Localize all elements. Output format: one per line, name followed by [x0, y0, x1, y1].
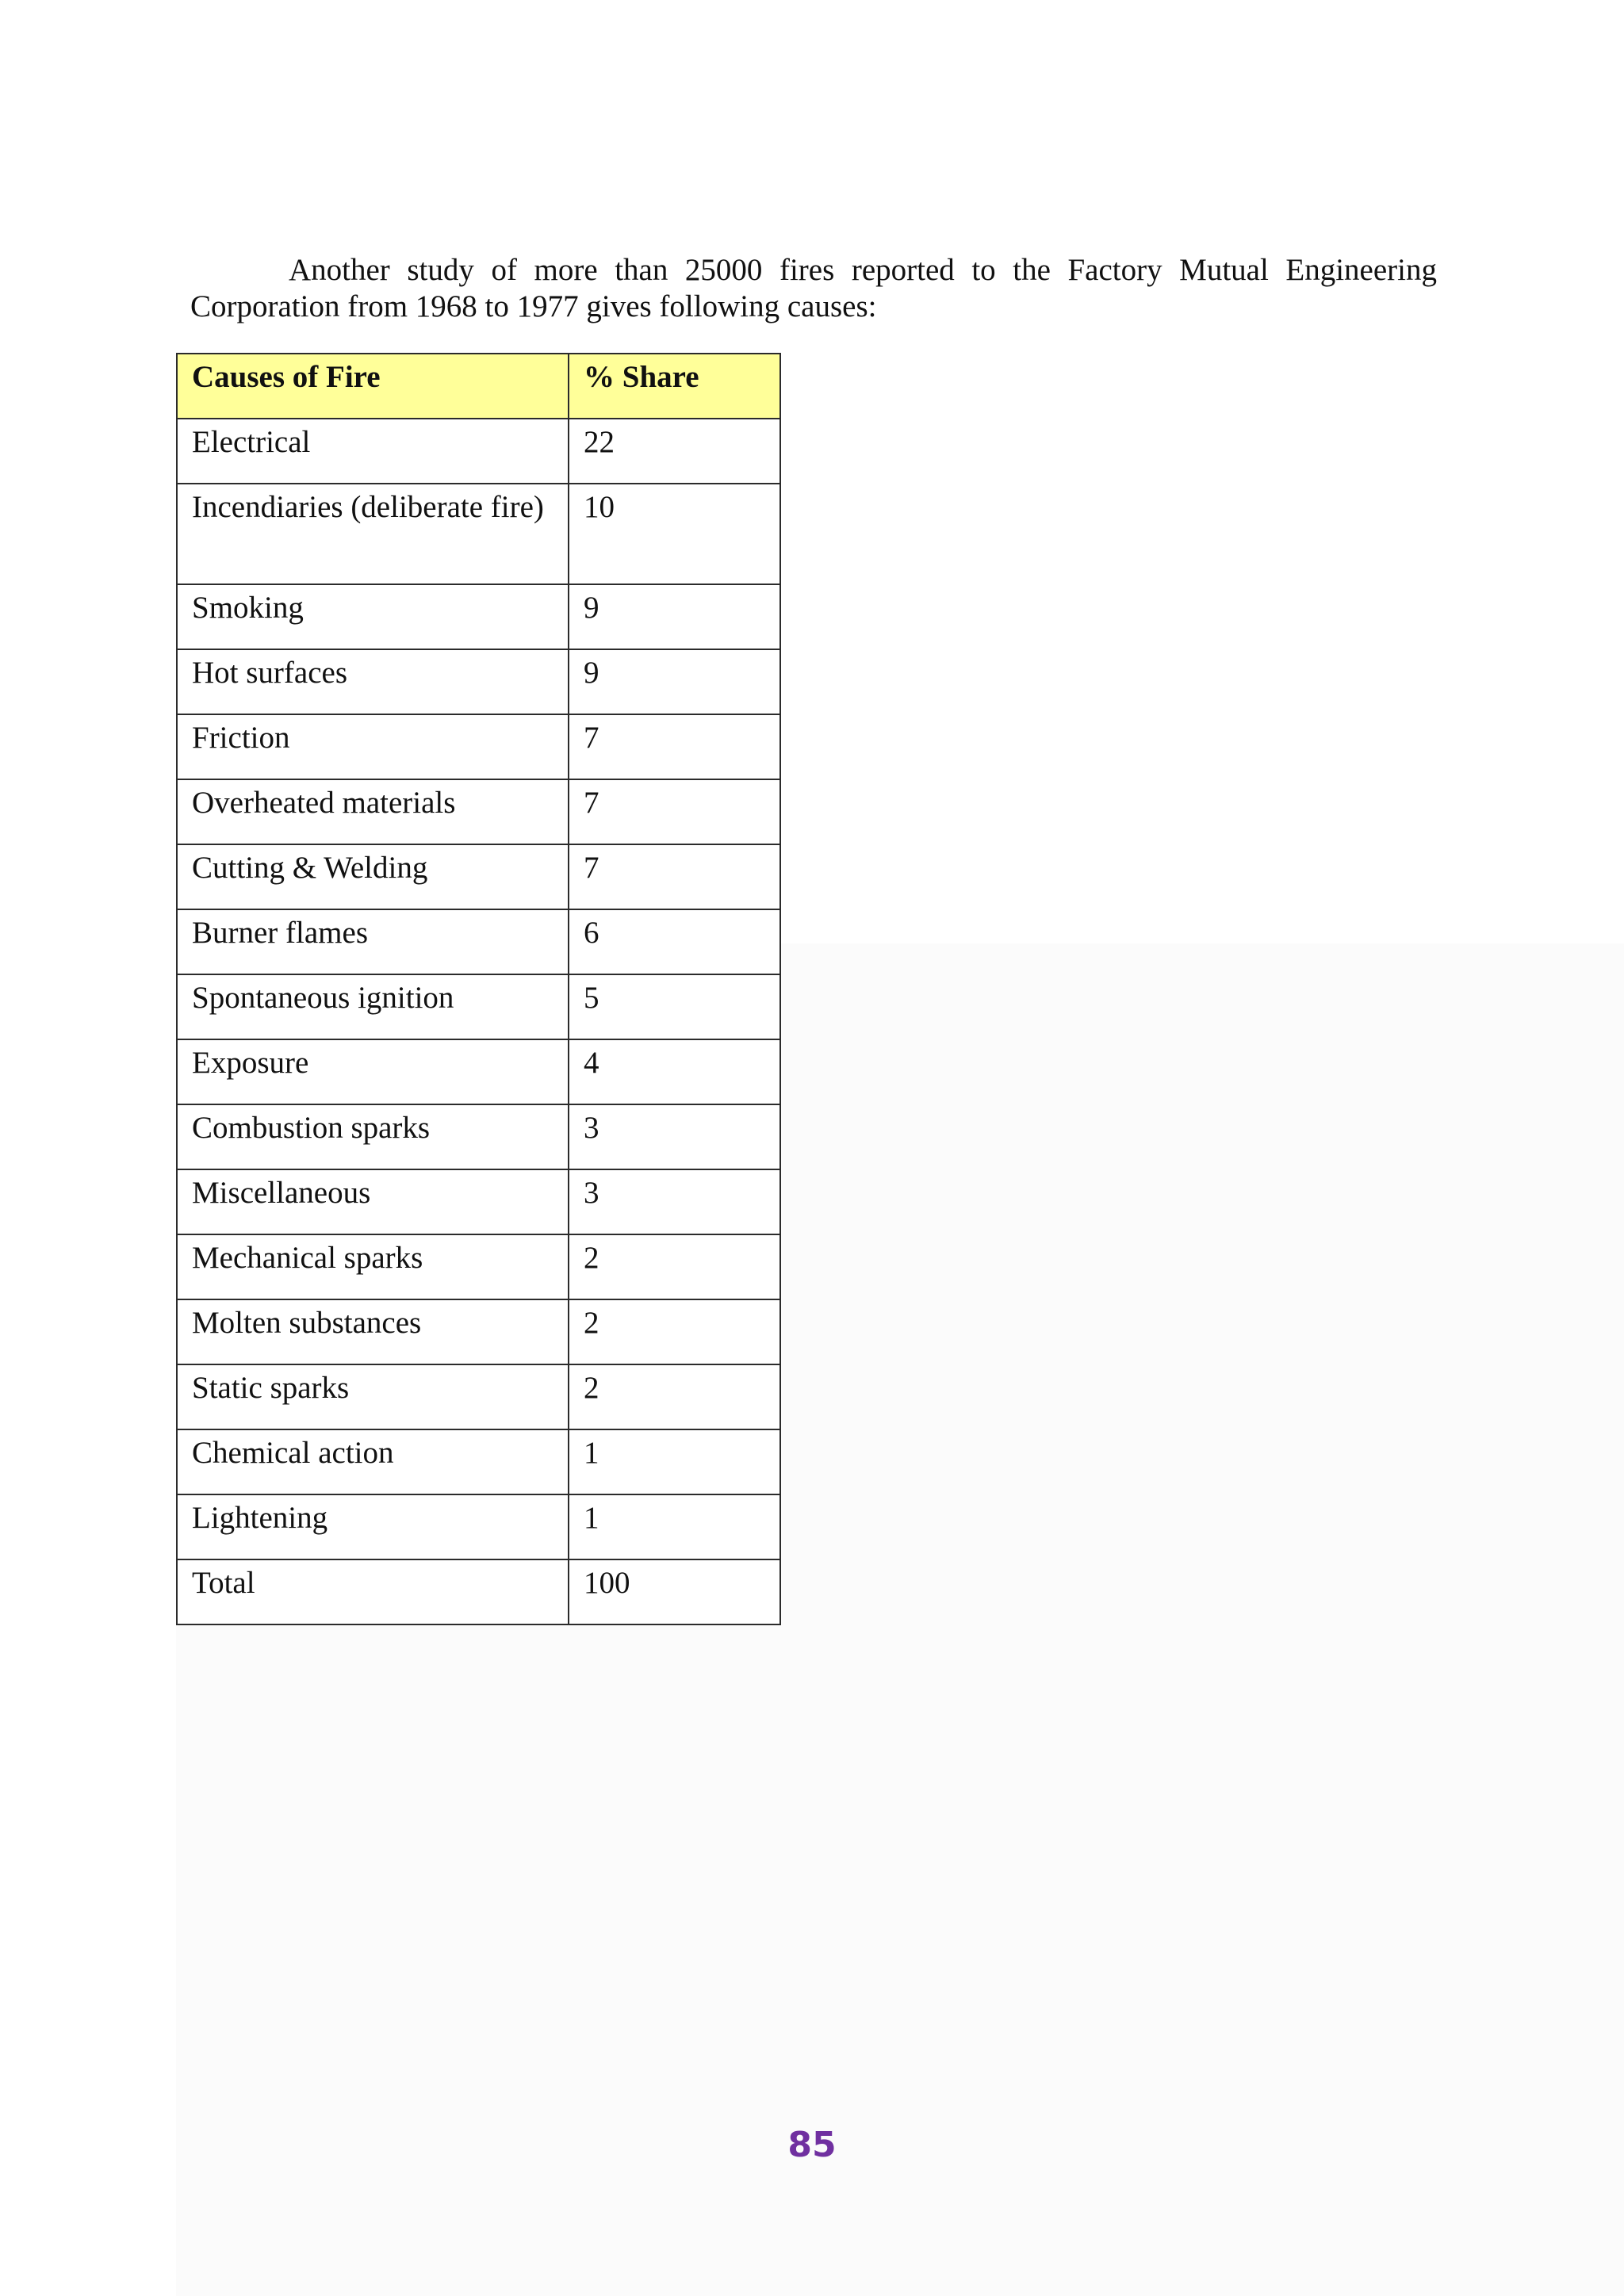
share-cell: 1 [569, 1494, 780, 1559]
table-row [177, 1429, 780, 1494]
share-cell: 10 [569, 484, 780, 584]
share-cell: 7 [569, 779, 780, 844]
share-cell: 6 [569, 909, 780, 974]
table-row [177, 974, 780, 1039]
table-row-total [177, 1559, 780, 1624]
page-number: 85 [787, 2125, 837, 2165]
table-header-row [177, 354, 780, 419]
cause-cell: Incendiaries (deliberate fire) [177, 484, 569, 584]
share-cell: 9 [569, 584, 780, 649]
cause-cell: Friction [177, 714, 569, 779]
cause-cell: Static sparks [177, 1364, 569, 1429]
share-cell: 2 [569, 1299, 780, 1364]
header-percent-share: % Share [569, 354, 780, 419]
intro-paragraph: Another study of more than 25000 fires reported to the Factory Mutual Engineering Corporation from 1968 to 1977 gives following causes: [190, 253, 1437, 323]
table-row [177, 1169, 780, 1234]
table-row [177, 1039, 780, 1104]
table-row [177, 1494, 780, 1559]
total-value-cell: 100 [569, 1559, 780, 1624]
table-row [177, 909, 780, 974]
cause-cell: Exposure [177, 1039, 569, 1104]
share-cell: 2 [569, 1364, 780, 1429]
share-cell: 7 [569, 714, 780, 779]
share-cell: 3 [569, 1169, 780, 1234]
cause-cell: Cutting & Welding [177, 844, 569, 909]
share-cell: 7 [569, 844, 780, 909]
share-cell: 9 [569, 649, 780, 714]
share-cell: 3 [569, 1104, 780, 1169]
table-row [177, 649, 780, 714]
table-row [177, 844, 780, 909]
cause-cell: Combustion sparks [177, 1104, 569, 1169]
total-label-cell: Total [177, 1559, 569, 1624]
share-cell: 1 [569, 1429, 780, 1494]
table-row [177, 1364, 780, 1429]
table-row [177, 1299, 780, 1364]
table-row [177, 714, 780, 779]
cause-cell: Hot surfaces [177, 649, 569, 714]
cause-cell: Lightening [177, 1494, 569, 1559]
share-cell: 2 [569, 1234, 780, 1299]
table-row [177, 584, 780, 649]
table-row [177, 419, 780, 484]
cause-cell: Chemical action [177, 1429, 569, 1494]
table-row [177, 484, 780, 584]
cause-cell: Smoking [177, 584, 569, 649]
cause-cell: Spontaneous ignition [177, 974, 569, 1039]
cause-cell: Burner flames [177, 909, 569, 974]
header-causes-of-fire: Causes of Fire [177, 354, 569, 419]
fire-causes-table [176, 353, 781, 1625]
cause-cell: Miscellaneous [177, 1169, 569, 1234]
share-cell: 5 [569, 974, 780, 1039]
share-cell: 22 [569, 419, 780, 484]
cause-cell: Mechanical sparks [177, 1234, 569, 1299]
table-row [177, 1234, 780, 1299]
cause-cell: Molten substances [177, 1299, 569, 1364]
share-cell: 4 [569, 1039, 780, 1104]
table-row [177, 779, 780, 844]
cause-cell: Electrical [177, 419, 569, 484]
table-row [177, 1104, 780, 1169]
cause-cell: Overheated materials [177, 779, 569, 844]
